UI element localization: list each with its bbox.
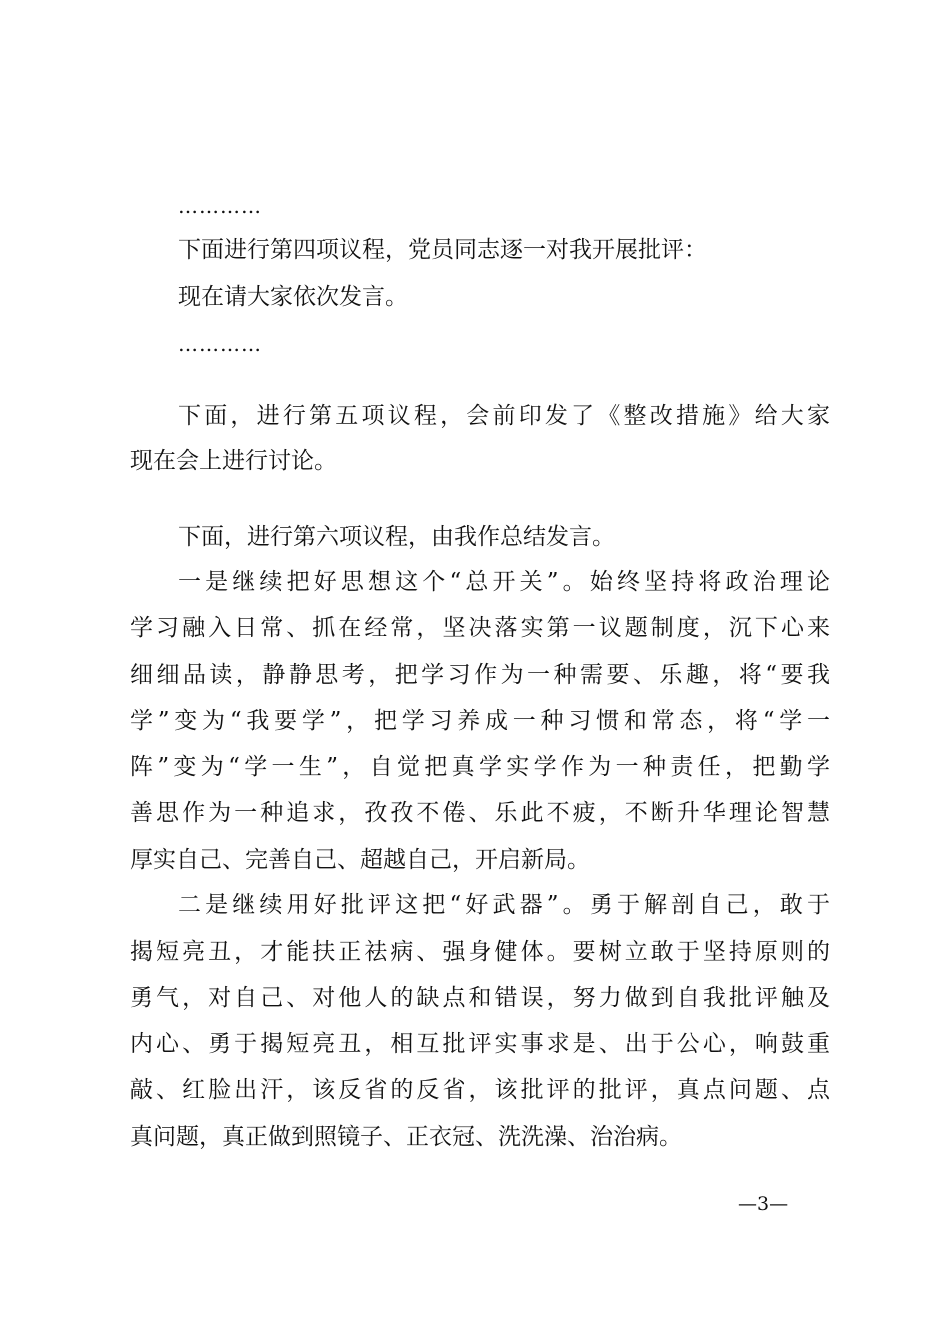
point-1-line: 学习融入日常、抓在经常，坚决落实第一议题制度，沉下心来 — [130, 615, 830, 641]
point-1-line: 厚实自己、完善自己、超越自己，开启新局。 — [130, 847, 590, 873]
agenda-item-4-text: 下面进行第四项议程，党员同志逐一对我开展批评： — [178, 237, 707, 263]
point-2-line: 揭短亮丑，才能扶正祛病、强身健体。要树立敢于坚持原则的 — [130, 939, 830, 965]
agenda-item-5-line: 下面，进行第五项议程，会前印发了《整改措施》给大家 — [178, 403, 830, 429]
point-1-line: 善思作为一种追求，孜孜不倦、乐此不疲，不断升华理论智慧 — [130, 800, 830, 826]
page-number: —3— — [738, 1193, 789, 1215]
point-2-line: 内心、勇于揭短亮丑，相互批评实事求是、出于公心，响鼓重 — [130, 1031, 830, 1057]
point-1-line: 一是继续把好思想这个“总开关”。始终坚持将政治理论 — [178, 569, 830, 595]
ellipsis-separator: ………… — [178, 194, 262, 218]
point-2-line: 敲、红脸出汗，该反省的反省，该批评的批评，真点问题、点 — [130, 1077, 830, 1103]
ellipsis-separator: ………… — [178, 332, 262, 356]
agenda-item-5-line: 现在会上进行讨论。 — [130, 448, 337, 474]
point-2-line: 勇气，对自己、对他人的缺点和错误，努力做到自我批评触及 — [130, 985, 830, 1011]
point-1-line: 学”变为“我要学”，把学习养成一种习惯和常态，将“学一 — [130, 708, 830, 734]
point-2-line: 二是继续用好批评这把“好武器”。勇于解剖自己，敢于 — [178, 892, 830, 918]
point-1-line: 细细品读，静静思考，把学习作为一种需要、乐趣，将“要我 — [130, 662, 830, 688]
point-2-line: 真问题，真正做到照镜子、正衣冠、洗洗澡、治治病。 — [130, 1124, 682, 1150]
agenda-item-4-prompt: 现在请大家依次发言。 — [178, 284, 408, 310]
point-1-line: 阵”变为“学一生”，自觉把真学实学作为一种责任，把勤学 — [130, 754, 830, 780]
agenda-item-6-text: 下面，进行第六项议程，由我作总结发言。 — [178, 524, 615, 550]
